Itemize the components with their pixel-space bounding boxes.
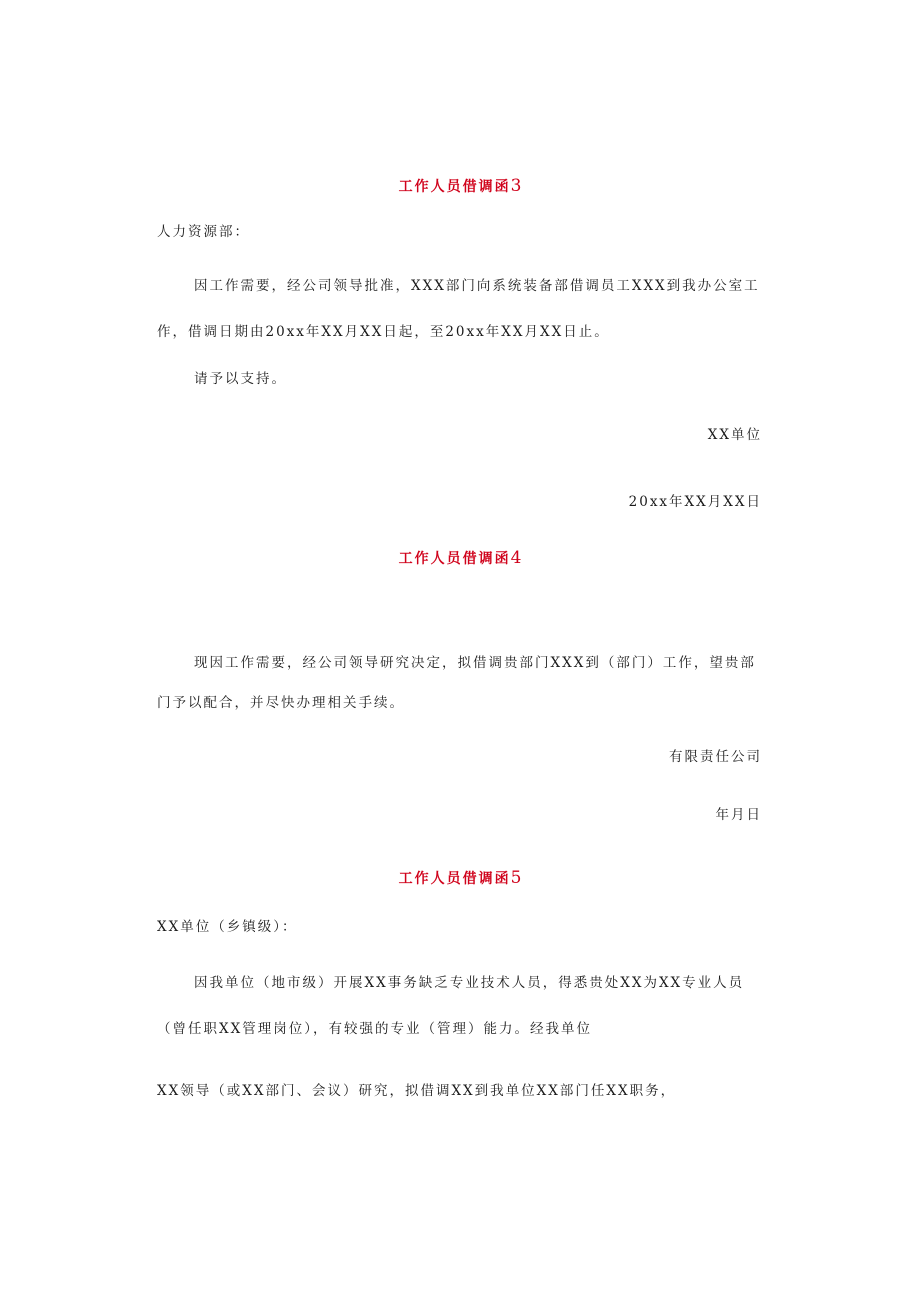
letter4-signature: 有限责任公司: [669, 749, 762, 765]
letter4-paragraph1-line1: 现因工作需要，经公司领导研究决定，拟借调贵部门XXX到（部门）工作，望贵部: [194, 655, 756, 671]
letter3-salutation: 人力资源部：: [157, 224, 250, 240]
letter3-title: [0, 176, 920, 197]
letter3-signature: XX单位: [707, 427, 762, 443]
letter3-title-number: 3: [510, 176, 522, 196]
letter3-paragraph1-line2: 作，借调日期由20xx年XX月XX日起，至20xx年XX月XX日止。: [157, 324, 610, 340]
letter4-title-text: 工作人员借调函: [398, 551, 511, 567]
letter5-paragraph1-line1: 因我单位（地市级）开展XX事务缺乏专业技术人员，得悉贵处XX为XX专业人员: [194, 975, 745, 991]
letter4-title: [0, 548, 920, 569]
letter3-paragraph1-line1: 因工作需要，经公司领导批准，XXX部门向系统装备部借调员工XXX到我办公室工: [194, 278, 760, 294]
letter3-paragraph2: 请予以支持。: [194, 371, 287, 387]
letter5-title-number: 5: [510, 868, 522, 888]
letter3-date: 20xx年XX月XX日: [628, 494, 762, 510]
letter5-title-text: 工作人员借调函: [398, 871, 511, 887]
letter4-title-number: 4: [510, 548, 522, 568]
letter4-paragraph1-line2: 门予以配合，并尽快办理相关手续。: [157, 695, 405, 711]
letter5-paragraph1-line2: （曾任职XX管理岗位），有较强的专业（管理）能力。经我单位: [157, 1021, 592, 1037]
letter5-salutation: XX单位（乡镇级）：: [157, 919, 298, 935]
letter5-paragraph2-line1: XX领导（或XX部门、会议）研究，拟借调XX到我单位XX部门任XX职务，: [157, 1083, 677, 1099]
letter5-title: [0, 868, 920, 889]
letter3-title-text: 工作人员借调函: [398, 179, 511, 195]
letter4-date: 年月日: [715, 807, 762, 823]
